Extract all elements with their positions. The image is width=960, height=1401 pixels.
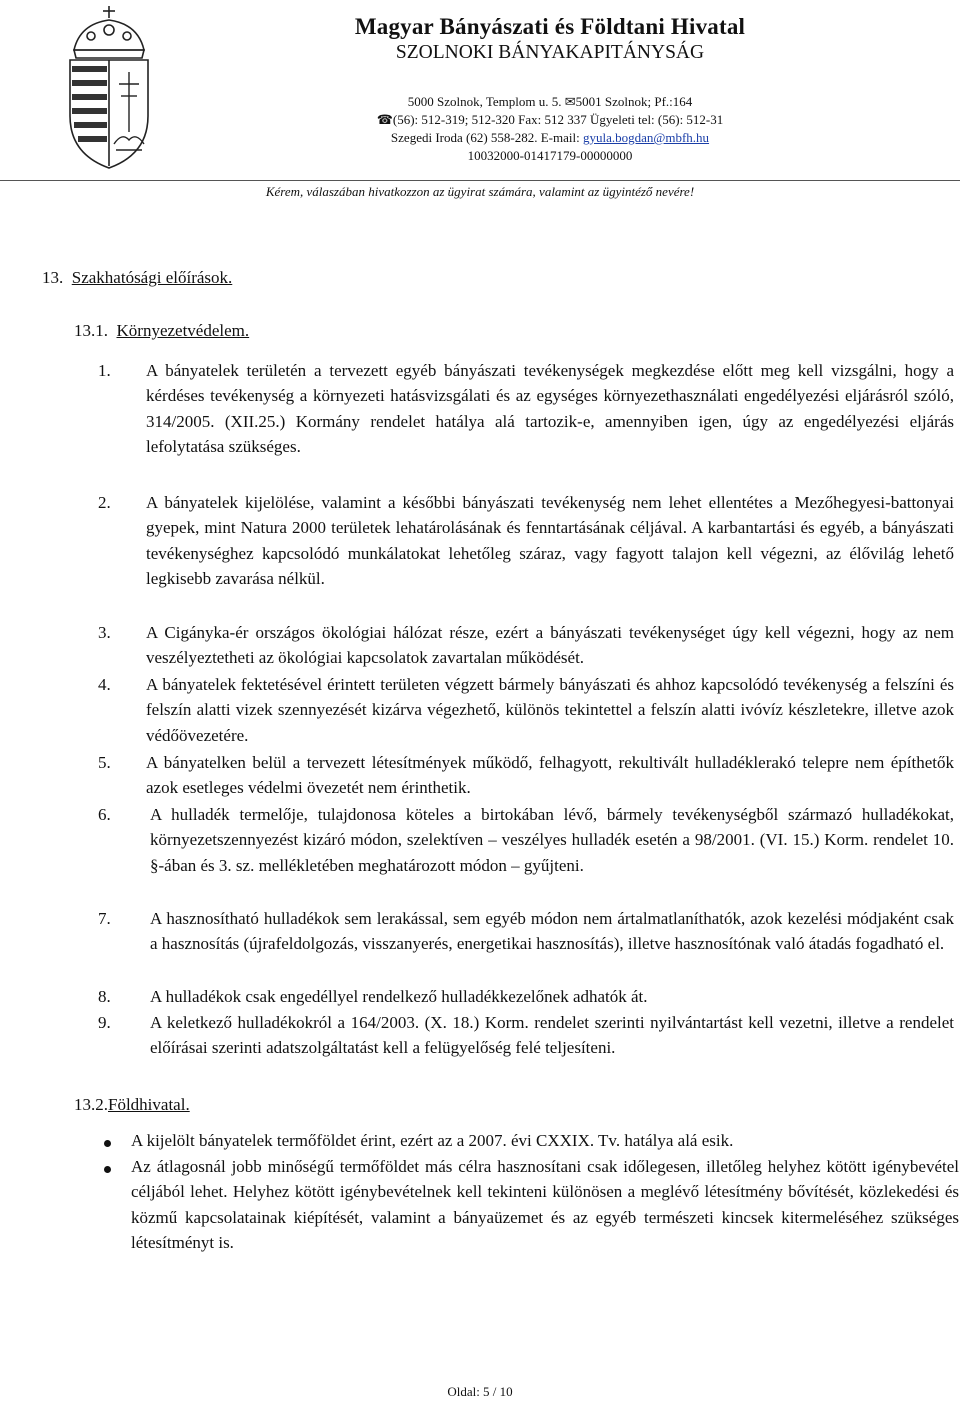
coat-of-arms-icon — [66, 4, 152, 170]
section-title: Szakhatósági előírások. — [71, 268, 233, 287]
agency-title: Magyar Bányászati és Földtani Hivatal — [354, 14, 746, 39]
subsection-heading-land-office — [74, 1095, 190, 1115]
list-item-text: A bányatelek területén a tervezett egyéb bányászati tevékenységek megkezdése előtt meg kell vizsgálni, hogy a kérdéses tevékenység a környezeti hatásvizsgálati és az egységes környezethasználati engedélyezési eljárásról szóló, 314/2005. (XII.25.) Kormány rendelet hatálya alá tartozik-e, amennyiben igen, úgy az engedélyezési eljárás lefolytatása szükséges. — [146, 361, 954, 457]
list-item-text: A keletkező hulladékokról a 164/2003. (X. 18.) Korm. rendelet szerinti nyilvántartást kell vezetni, illetve a rendelet előírásai szerinti adatszolgáltatást kell a felügyelőség felé teljesíteni. — [150, 1013, 954, 1058]
subsection-title: Környezetvédelem. — [116, 321, 250, 340]
list-item-number: 1. — [98, 361, 111, 380]
list-item-number: 9. — [98, 1013, 111, 1032]
list-item-number: 6. — [98, 805, 111, 824]
page-number: Oldal: 5 / 10 — [447, 1384, 513, 1399]
list-item-text: A bányatelek fektetésével érintett területen végzett bármely bányászati és ahhoz kapcsolódó tevékenység a felszíni és felszín alatti vizek szennyezését kizárva végezhető, különös tekintettel a felszín alatti ivóvíz készletekre, illetve azok védőövezetére. — [146, 675, 954, 745]
section-number: 13. — [42, 268, 64, 287]
office-label: Szegedi Iroda (62) 558-282. E-mail: — [390, 130, 583, 145]
office-line — [200, 130, 900, 146]
list-item-number: 5. — [98, 753, 111, 772]
account-number: 10032000-01417179-00000000 — [467, 148, 633, 163]
list-item-text: A hulladék termelője, tulajdonosa köteles a birtokában lévő, bármely tevékenységből származó hulladékokat, környezetszennyezést kizáró módon, szelektíven – veszélyes hulladék esetén a 98/2001. (VI. 15.) Korm. rendelet 10. §-ában és 3. sz. mellékletében meghatározott módon – gyűjteni. — [150, 805, 954, 875]
reference-note: Kérem, válaszában hivatkozzon az ügyirat számára, valamint az ügyintéző nevére! — [265, 184, 695, 199]
bullet-text: A kijelölt bányatelek termőföldet érint, ezért az a 2007. évi CXXIX. Tv. hatálya alá esik. — [131, 1131, 734, 1150]
list-item-text: A bányatelek kijelölése, valamint a későbbi bányászati tevékenység nem lehet ellentétes a Mezőhegyesi-battonyai gyepek, mint Natura 2000 területek lehatárolásának és fenntartásának céljával. A karbantartási és egyéb, a bányászati tevékenységhez kapcsolódó munkálatokat lehetőleg száraz, vagy fagyott talajon kell végezni, az élővilág lehető legkisebb zavarása nélkül. — [146, 493, 954, 589]
bullet-icon — [104, 1166, 111, 1173]
subsection-heading-environment — [74, 321, 249, 341]
address-line: 5000 Szolnok, Templom u. 5. ✉5001 Szolnok; Pf.:164 — [407, 94, 693, 109]
list-item-number: 7. — [98, 909, 111, 928]
list-item-number: 2. — [98, 493, 111, 512]
list-item-text: A Cigányka-ér országos ökológiai hálózat része, ezért a bányászati tevékenységet úgy kell végezni, hogy az nem veszélyeztetheti az ökológiai kapcsolatok zavartalan működését. — [146, 623, 954, 668]
subsection-number: 13.2. — [74, 1095, 108, 1114]
header-divider — [0, 180, 960, 181]
list-item-text: A hulladékok csak engedéllyel rendelkező hulladékkezelőnek adhatók át. — [150, 987, 648, 1006]
list-item-text: A bányatelken belül a tervezett létesítmények működő, felhagyott, rekultivált hulladéklerakó telepre nem építhetők azok esetleges védelmi övezetét nem érinthetik. — [146, 753, 954, 798]
bullet-icon — [104, 1140, 111, 1147]
list-item-number: 3. — [98, 623, 111, 642]
list-item-text: A hasznosítható hulladékok sem lerakással, sem egyéb módon nem ártalmatlaníthatók, azok kezelési módjaként csak a hasznosítás (újrafeldolgozás, visszanyerés, energetikai hasznosítás), illetve hasznosítónak való átadás fogadható el. — [150, 909, 954, 954]
agency-subtitle: SZOLNOKI BÁNYAKAPITÁNYSÁG — [395, 42, 705, 63]
list-item-number: 4. — [98, 675, 111, 694]
list-item-number: 8. — [98, 987, 111, 1006]
subsection-number: 13.1. — [74, 321, 108, 340]
phone-line: ☎(56): 512-319; 512-320 Fax: 512 337 Ügyeleti tel: (56): 512-31 — [376, 112, 724, 127]
subsection-title: Földhivatal. — [108, 1095, 190, 1114]
bullet-text: Az átlagosnál jobb minőségű termőföldet más célra hasznosítani csak időlegesen, illetőleg helyhez kötött igénybevétel céljából lehet. Helyhez kötött igénybevételnek kell tekinteni különösen a meglévő létesítmény bővítését, közlekedési és közmű kapcsolatainak kiépítését, valamint a bányaüzemet és az egyéb természeti kincsek kitermeléséhez szükséges létesítményt is. — [131, 1157, 959, 1253]
email-link[interactable]: gyula.bogdan@mbfh.hu — [582, 130, 710, 145]
section-heading — [42, 268, 232, 288]
